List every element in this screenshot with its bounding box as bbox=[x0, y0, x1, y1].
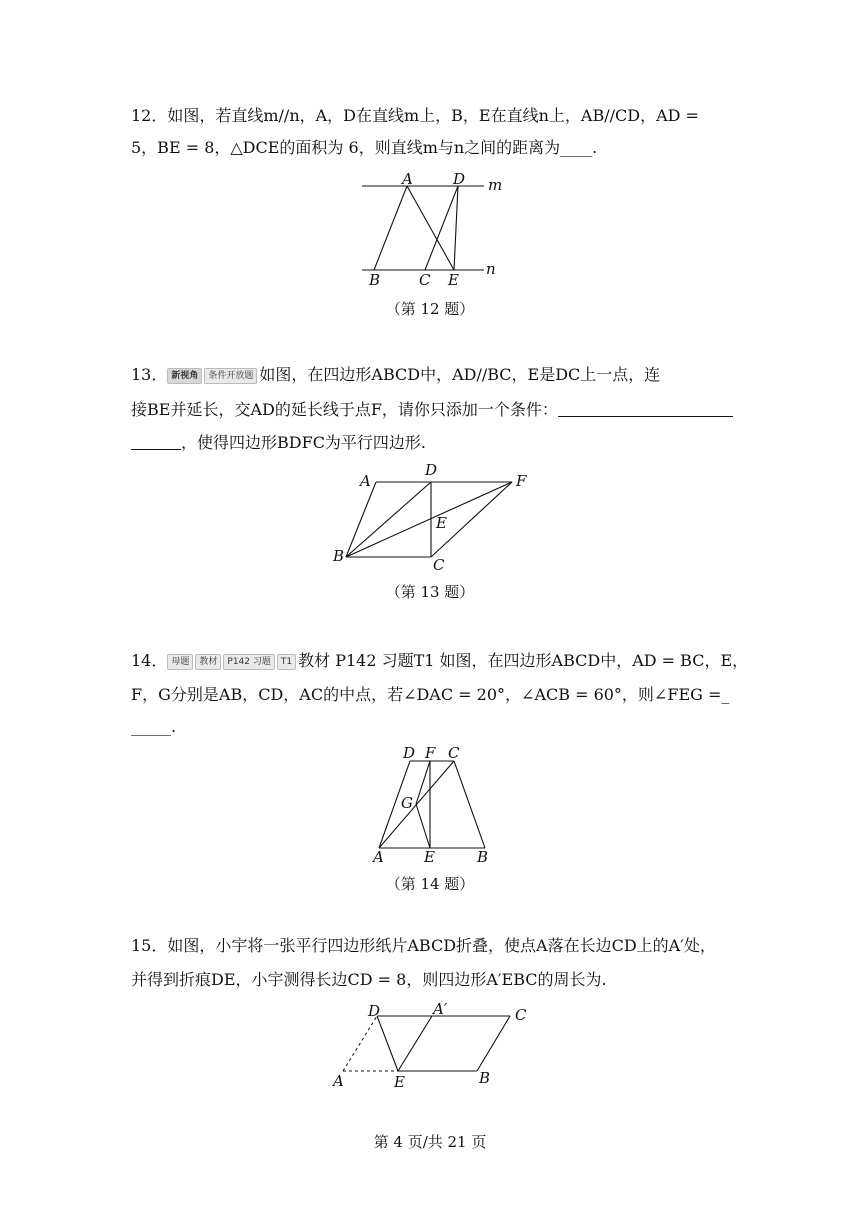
q14-caption: （第 14 题） bbox=[385, 875, 475, 893]
q14-label-C: C bbox=[448, 744, 460, 762]
q13-caption: （第 13 题） bbox=[385, 583, 475, 601]
q13-label-B: B bbox=[333, 547, 345, 565]
q14-label-G: G bbox=[401, 794, 413, 812]
q14-line3: _____. bbox=[131, 717, 177, 736]
q14-label-E: E bbox=[424, 848, 435, 866]
q15-line1: 15．如图，小宇将一张平行四边形纸片ABCD折叠，使点A落在长边CD上的A′处， bbox=[131, 936, 716, 955]
q15-label-E: E bbox=[394, 1073, 405, 1091]
q13-line3 bbox=[131, 432, 741, 454]
q13-badge-new-perspective: 新视角 bbox=[167, 368, 202, 384]
q12-caption: （第 12 题） bbox=[385, 300, 475, 318]
q13-label-E: E bbox=[436, 514, 447, 532]
q14-figure bbox=[365, 742, 495, 866]
q12-label-C: C bbox=[419, 271, 431, 289]
q12-label-A: A bbox=[402, 172, 413, 188]
q13-label-F: F bbox=[516, 472, 527, 490]
q12-line1: 12．如图，若直线m//n，A，D在直线m上，B，E在直线n上，AB//CD，AD = bbox=[131, 106, 699, 125]
q13-label-D: D bbox=[425, 461, 438, 479]
q14-badge-textbook: 教材 bbox=[195, 654, 221, 670]
q13-figure bbox=[325, 458, 535, 574]
q14-number: 14． bbox=[131, 651, 168, 670]
q12-label-n: n bbox=[486, 260, 496, 278]
q13-answer-blank-b bbox=[131, 435, 181, 450]
q15-label-C: C bbox=[515, 1006, 527, 1024]
q15-label-A: A bbox=[333, 1072, 344, 1090]
q14-line2: F，G分别是AB，CD，AC的中点，若∠DAC = 20°，∠ACB = 60°，则∠FEG =_ bbox=[131, 685, 730, 704]
q15-label-A-prime: A′ bbox=[433, 1000, 448, 1018]
q13-badge-open-question: 条件开放题 bbox=[204, 368, 257, 384]
q15-figure bbox=[325, 998, 535, 1094]
page-footer: 第 4 页/共 21 页 bbox=[373, 1133, 487, 1151]
q13-line2 bbox=[131, 399, 741, 421]
q15-label-D: D bbox=[368, 1002, 381, 1020]
q14-line1 bbox=[131, 650, 749, 672]
q14-label-F: F bbox=[425, 744, 436, 762]
q14-label-B: B bbox=[477, 848, 489, 866]
q14-label-D: D bbox=[403, 744, 416, 762]
q12-line2: 5，BE = 8，△DCE的面积为 6，则直线m与n之间的距离为____. bbox=[131, 138, 598, 157]
q14-text1: 教材 P142 习题T1 如图，在四边形ABCD中，AD = BC，E， bbox=[298, 651, 749, 670]
q12-label-E: E bbox=[448, 271, 459, 289]
q12-figure bbox=[355, 172, 505, 292]
q15-line2: 并得到折痕DE，小宇测得长边CD = 8，则四边形A′EBC的周长为. bbox=[131, 970, 607, 989]
q14-badge-t1: T1 bbox=[277, 654, 296, 670]
q13-label-C: C bbox=[433, 556, 445, 574]
q13-text1: 如图，在四边形ABCD中，AD//BC，E是DC上一点，连 bbox=[259, 365, 661, 384]
q13-line1 bbox=[131, 364, 741, 386]
q14-label-A: A bbox=[373, 848, 384, 866]
q13-text3: ，使得四边形BDFC为平行四边形. bbox=[181, 433, 427, 452]
q12-label-D: D bbox=[453, 172, 466, 188]
q14-badge-page: P142 习题 bbox=[223, 654, 274, 670]
q12-label-m: m bbox=[488, 176, 503, 194]
q13-label-A: A bbox=[360, 472, 371, 490]
q12-label-B: B bbox=[369, 271, 381, 289]
q13-text2: 接BE并延长，交AD的延长线于点F，请你只添加一个条件： bbox=[131, 400, 558, 419]
q15-label-B: B bbox=[479, 1069, 491, 1087]
q13-number: 13． bbox=[131, 365, 168, 384]
q13-answer-blank-a bbox=[558, 402, 733, 417]
q14-badge-mother: 母题 bbox=[167, 654, 193, 670]
